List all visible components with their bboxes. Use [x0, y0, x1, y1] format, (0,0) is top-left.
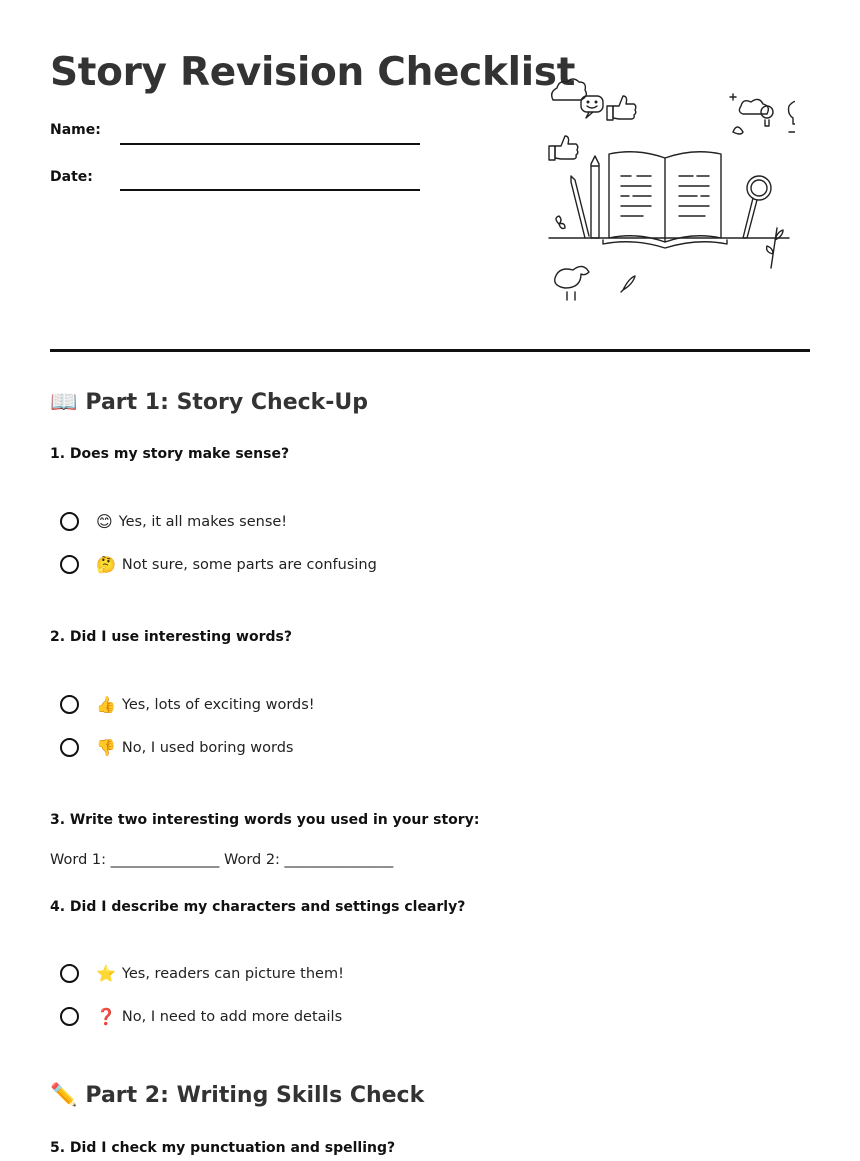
part1-heading-text: Part 1: Story Check-Up: [85, 390, 369, 415]
part2-heading-text: Part 2: Writing Skills Check: [85, 1083, 425, 1108]
option-label: Yes, lots of exciting words!: [121, 696, 315, 713]
cloud-icon: [552, 79, 587, 100]
leaf-sprig-icon: [767, 228, 783, 268]
option-label: Yes, it all makes sense!: [118, 513, 288, 530]
question-5: 5. Did I check my punctuation and spelling?: [50, 1140, 396, 1156]
option-q1-not-sure[interactable]: [60, 555, 377, 574]
question-1: 1. Does my story make sense?: [50, 446, 290, 462]
part1-heading: [50, 390, 368, 415]
radio-circle[interactable]: [60, 512, 79, 531]
question-4: 4. Did I describe my characters and settings clearly?: [50, 899, 466, 915]
option-q1-yes[interactable]: [60, 512, 287, 531]
option-q2-yes[interactable]: [60, 695, 315, 714]
option-label: Yes, readers can picture them!: [121, 965, 344, 982]
open-book-icon: [603, 152, 727, 248]
option-label: No, I used boring words: [121, 739, 294, 756]
radio-circle[interactable]: [60, 738, 79, 757]
date-label: Date:: [50, 169, 93, 185]
radio-circle[interactable]: [60, 964, 79, 983]
date-field: [50, 169, 93, 185]
pencil-icon: [591, 156, 599, 238]
sparkle-icon: [730, 94, 736, 100]
question-3: 3. Write two interesting words you used in your story:: [50, 812, 480, 828]
lightbulb-icon: [789, 101, 796, 132]
lightbulb-cloud-icon: [739, 99, 773, 126]
name-line[interactable]: [120, 143, 420, 145]
book-icon: 📖: [50, 390, 78, 415]
pencil-icon: [571, 176, 589, 238]
date-line[interactable]: [120, 189, 420, 191]
shell-icon: [733, 127, 743, 134]
bird-icon: [555, 266, 589, 300]
thumbs-down-icon: 👎: [96, 738, 116, 757]
option-q2-no[interactable]: [60, 738, 294, 757]
butterfly-icon: [556, 216, 565, 229]
thumbs-up-icon: [607, 96, 636, 120]
star-icon: ⭐: [96, 964, 116, 983]
radio-circle[interactable]: [60, 1007, 79, 1026]
magnifier-icon: [743, 176, 771, 238]
option-q4-no[interactable]: [60, 1007, 342, 1026]
smile-bubble-icon: [581, 96, 603, 118]
radio-circle[interactable]: [60, 555, 79, 574]
feather-icon: [621, 276, 635, 292]
page-title: Story Revision Checklist: [50, 50, 576, 95]
header-divider: [50, 349, 810, 352]
thumbs-up-icon: [549, 136, 578, 160]
smile-icon: 😊: [96, 512, 113, 531]
question-2: 2. Did I use interesting words?: [50, 629, 292, 645]
radio-circle[interactable]: [60, 695, 79, 714]
pencil-icon: ✏️: [50, 1083, 78, 1108]
book-doodle-illustration: [545, 78, 795, 308]
option-label: Not sure, some parts are confusing: [121, 556, 377, 573]
thinking-face-icon: 🤔: [96, 555, 116, 574]
thumbs-up-icon: 👍: [96, 695, 116, 714]
option-q4-yes[interactable]: [60, 964, 344, 983]
word-blanks[interactable]: Word 1: _______________ Word 2: _______________: [50, 852, 394, 868]
name-label: Name:: [50, 122, 101, 138]
option-label: No, I need to add more details: [121, 1008, 343, 1025]
name-field: [50, 122, 101, 138]
question-mark-icon: ❓: [96, 1007, 116, 1026]
part2-heading: [50, 1083, 424, 1108]
